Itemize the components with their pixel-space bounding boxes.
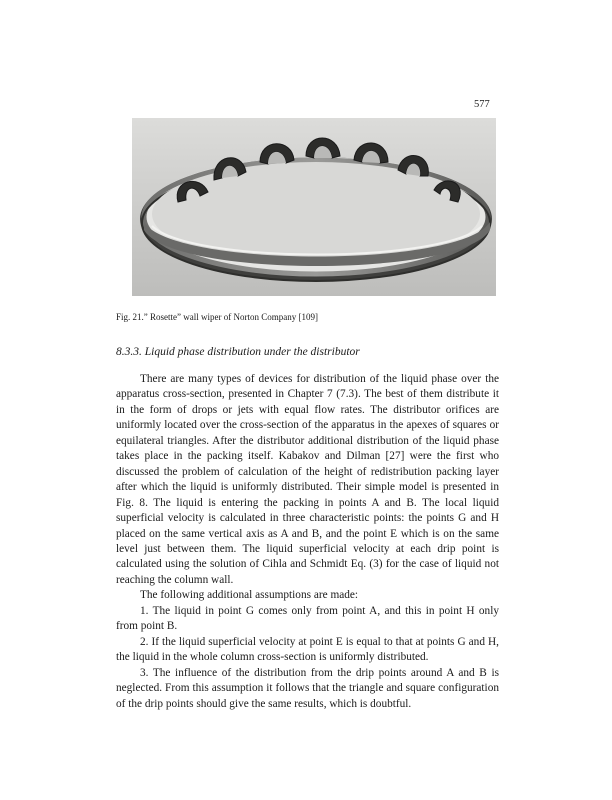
figure-caption: Fig. 21.” Rosette” wall wiper of Norton Company [109] [116, 312, 318, 322]
paragraph: 1. The liquid in point G comes only from point A, and this in point H only from point B. [116, 604, 499, 633]
paragraph: 2. If the liquid superficial velocity at point E is equal to that at points G and H, the liquid in the whole column cross-section is uniformly distributed. [116, 635, 499, 664]
page-number: 577 [474, 99, 490, 110]
paragraph: 3. The influence of the distribution from the drip points around A and B is neglected. From this assumption it follows that the triangle and square configuration of the drip points should give the same results, which is doubtful. [116, 666, 499, 710]
body-text [116, 372, 499, 712]
rosette-wall-wiper-photo [132, 118, 496, 296]
rosette-illustration [132, 118, 496, 296]
section-heading: 8.3.3. Liquid phase distribution under the distributor [116, 346, 360, 358]
paragraph: The following additional assumptions are made: [140, 589, 359, 602]
paragraph: There are many types of devices for distribution of the liquid phase over the apparatus cross-section, presented in Chapter 7 (7.3). The best of them distribute it in the form of drops or jets with equal flow rates. The distributor orifices are uniformly located over the cross-section of the apparatus in the apexes of squares or equilateral triangles. After the distributor additional distribution of the liquid phase takes place in the packing itself. Kabakov and Dilman [27] were the first who discussed the problem of calculation of the height of redistribution packing layer after which the liquid is uniformly distributed. Their simple model is presented in Fig. 8. The liquid is entering the packing in points A and B. The local liquid superficial velocity is calculated in three characteristic points: the points G and H placed on the same vertical axis as A and B, and the point E which is on the same level just between them. The liquid superficial velocity at each drip point is calculated using the solution of Cihla and Schmidt Eq. (3) for the case of liquid not reaching the column wall. [116, 373, 499, 586]
